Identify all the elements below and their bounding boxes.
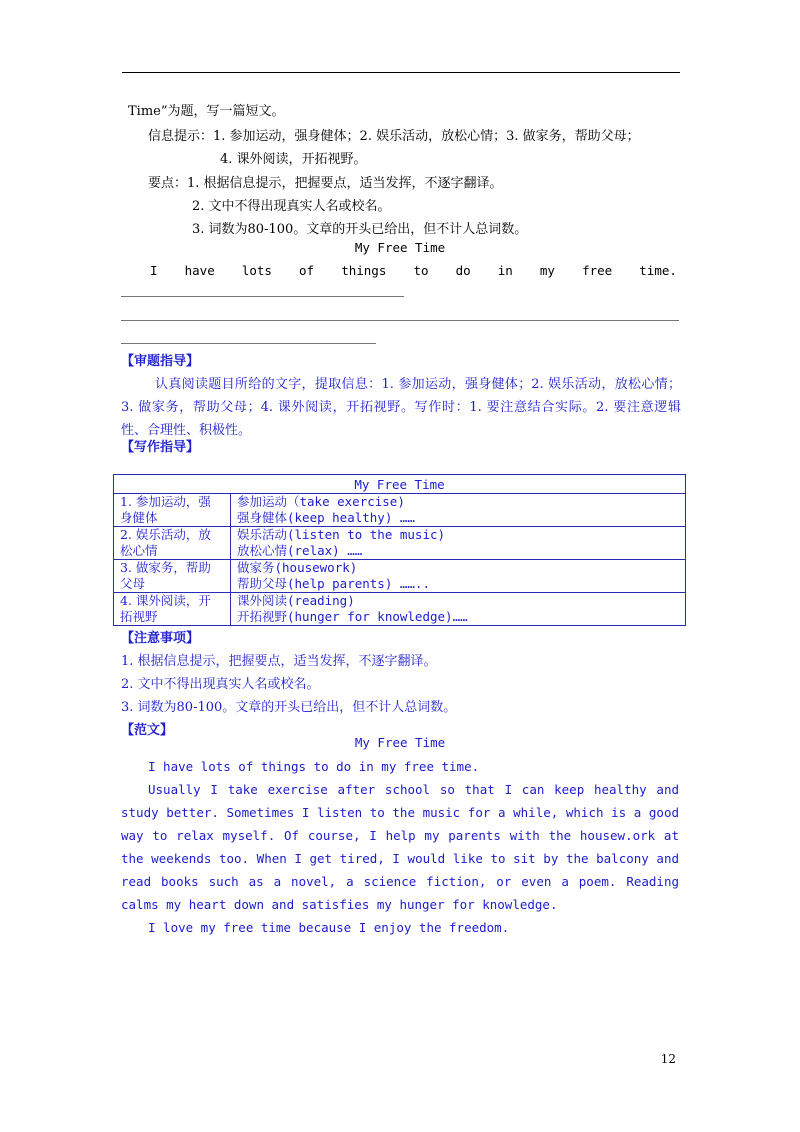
table-row: [114, 560, 686, 593]
table-row: [114, 527, 686, 560]
point-2: 2. 文中不得出现真实人名或校名。: [192, 199, 391, 214]
page-number: 12: [660, 1052, 676, 1066]
start-word: to: [413, 263, 429, 278]
start-word: free: [582, 263, 613, 278]
table-row: [114, 593, 686, 626]
start-word: do: [455, 263, 471, 278]
hint-label: 信息提示：: [148, 129, 214, 144]
sample-title: My Free Time: [354, 735, 446, 750]
essay-start-line: [150, 263, 677, 278]
sample-heading: 【范文】: [121, 723, 174, 738]
table-title-row: [114, 475, 686, 494]
table-cell-topic: 2. 娱乐活动，放 松心情: [114, 527, 231, 560]
table-cell-topic: 4. 课外阅读，开 拓视野: [114, 593, 231, 626]
analysis-text: 认真阅读题目所给的文字，提取信息：1. 参加运动，强身健体；2. 娱乐活动，放松心情；3. 做家务，帮助父母；4. 课外阅读，开拓视野。写作时：1. 要注意结合实际。2. 要注意逻辑性、合理性、积极性。: [121, 377, 681, 438]
notes-heading: 【注意事项】: [121, 631, 200, 646]
start-word: things: [341, 263, 387, 278]
point-3: 3. 词数为80-100。文章的开头已给出，但不计人总词数。: [192, 222, 528, 237]
writing-guide-table: [113, 474, 686, 626]
note-item: 1. 根据信息提示，把握要点，适当发挥，不逐字翻译。: [121, 654, 437, 669]
answer-line-3: [121, 343, 376, 344]
sample-paragraph-1: I have lots of things to do in my free time.: [148, 759, 480, 774]
start-word: time.: [639, 263, 677, 278]
writing-heading: 【写作指导】: [121, 440, 200, 455]
note-item: 2. 文中不得出现真实人名或校名。: [121, 677, 320, 692]
start-word: lots: [241, 263, 272, 278]
start-word: my: [539, 263, 555, 278]
table-cell-topic: 3. 做家务，帮助 父母: [114, 560, 231, 593]
start-word: have: [184, 263, 215, 278]
header-rule: [122, 72, 680, 73]
point-1: 1. 根据信息提示，把握要点，适当发挥，不逐字翻译。: [187, 176, 503, 191]
essay-title: My Free Time: [354, 240, 446, 255]
hint-text-1: 1. 参加运动，强身健体；2. 娱乐活动，放松心情；3. 做家务，帮助父母；: [213, 129, 640, 144]
sample-paragraph-3: I love my free time because I enjoy the freedom.: [148, 920, 510, 935]
hint-line-2: 4. 课外阅读，开拓视野。: [220, 152, 367, 167]
task-intro: Time”为题，写一篇短文。: [128, 104, 285, 119]
start-word: of: [299, 263, 315, 278]
sample-paragraph-2: Usually I take exercise after school so that I can keep healthy and study better. Sometimes I listen to the music for a while, which is a good way to relax myself. Of course, I help my parents with the housew.ork at the weekends too. When I get tired, I would like to sit by the balcony and read books such as a novel, a science fiction, or even a poem. Reading calms my heart down and satisfies my hunger for knowledge.: [121, 782, 679, 912]
table-cell-detail: 参加运动（take exercise) 强身健体(keep healthy) ……: [231, 494, 686, 527]
table-cell-topic: 1. 参加运动，强 身健体: [114, 494, 231, 527]
table-title: My Free Time: [114, 475, 686, 494]
start-word: in: [497, 263, 513, 278]
hint-line-1: [148, 125, 640, 144]
points-line-1: [148, 172, 503, 191]
table-row: [114, 494, 686, 527]
answer-line-1: [121, 296, 404, 297]
table-cell-detail: 做家务(housework) 帮助父母(help parents) ……..: [231, 560, 686, 593]
note-item: 3. 词数为80-100。文章的开头已给出，但不计人总词数。: [121, 700, 457, 715]
analysis-heading: 【审题指导】: [121, 354, 200, 369]
table-cell-detail: 课外阅读(reading) 开拓视野(hunger for knowledge)……: [231, 593, 686, 626]
points-label: 要点：: [148, 176, 188, 191]
start-word: I: [150, 263, 158, 278]
table-cell-detail: 娱乐活动(listen to the music) 放松心情(relax) ……: [231, 527, 686, 560]
answer-line-2: [121, 320, 679, 321]
